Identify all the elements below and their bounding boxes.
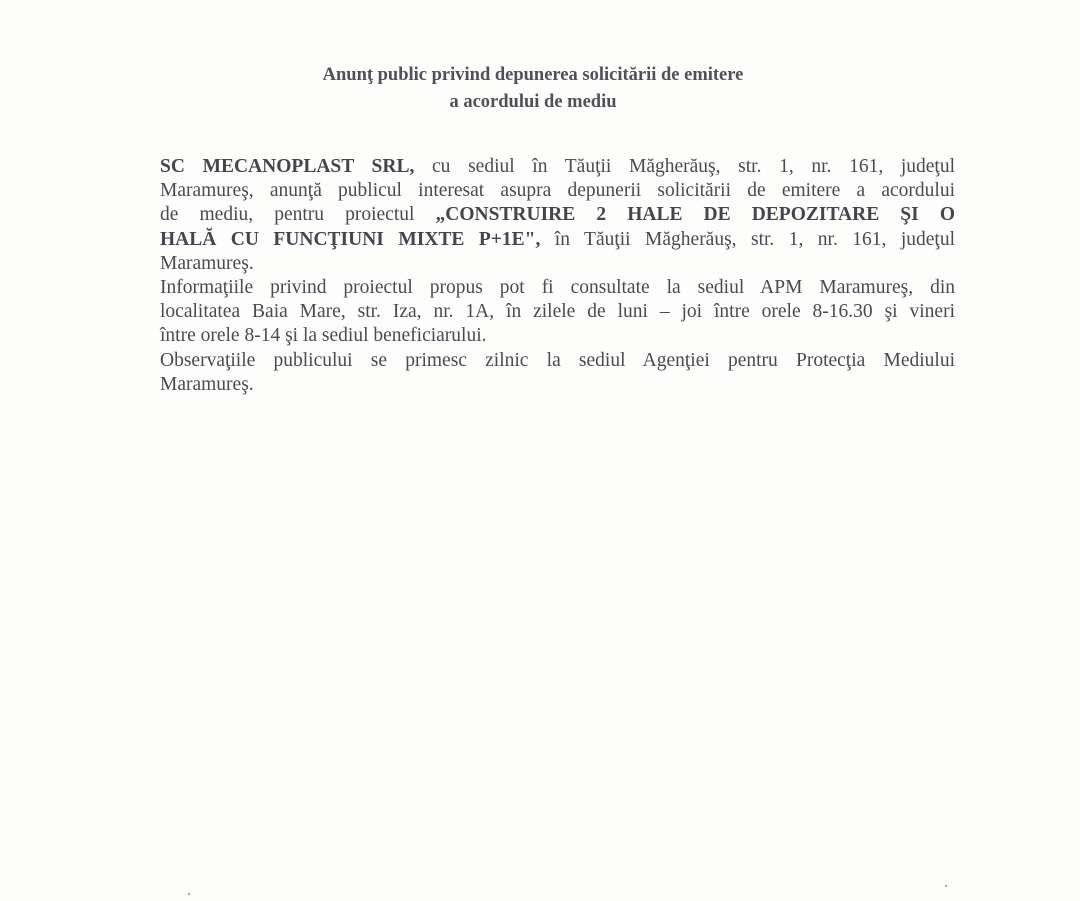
text-span: cu sediul în Tăuţii Măgherăuş, str. 1, nr. 161, judeţul — [414, 156, 956, 177]
text-line — [160, 155, 955, 179]
company-name: SC MECANOPLAST SRL, — [160, 156, 415, 177]
text-line: Informaţiile privind proiectul propus pot fi consultate la sediul APM Maramureş, din — [160, 277, 955, 299]
text-line: Maramureş. — [160, 373, 254, 395]
text-line: Maramureş, anunţă publicul interesat asupra depunerii solicitării de emitere a acordului — [160, 180, 955, 202]
text-line: Observaţiile publicului se primesc zilnic la sediul Agenţiei pentru Protecţia Mediului — [160, 349, 955, 371]
title-line: Anunţ public privind depunerea solicitării de emitere — [322, 65, 744, 85]
scan-speck — [945, 885, 947, 887]
announcement-title — [0, 62, 1066, 116]
text-span: de mediu, pentru proiectul — [160, 204, 436, 226]
text-line: între orele 8-14 şi la sediul beneficiarului. — [160, 325, 487, 347]
text-line — [160, 228, 955, 252]
scan-speck — [188, 893, 190, 895]
text-line — [160, 203, 955, 227]
text-line: localitatea Baia Mare, str. Iza, nr. 1A, în zilele de luni – joi între orele 8-16.30 şi vineri — [160, 301, 955, 323]
text-line: Maramureş. — [160, 252, 254, 274]
project-name: HALĂ CU FUNCŢIUNI MIXTE P+1E", — [160, 228, 541, 250]
project-name: „CONSTRUIRE 2 HALE DE DEPOZITARE ŞI O — [435, 204, 955, 226]
announcement-body — [160, 155, 955, 397]
title-line: a acordului de mediu — [449, 92, 617, 112]
text-span: în Tăuţii Măgherăuş, str. 1, nr. 161, judeţul — [540, 228, 955, 250]
